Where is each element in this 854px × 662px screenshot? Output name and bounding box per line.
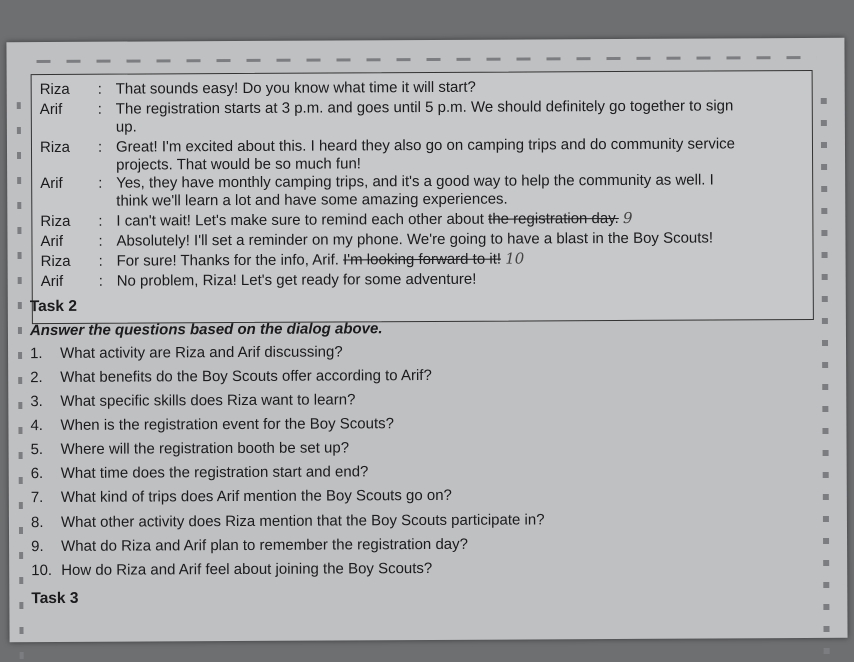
question-text: What other activity does Riza mention that the Boy Scouts participate in? <box>60 511 545 531</box>
question-number: 5. <box>30 441 44 459</box>
dialog-line <box>32 97 812 119</box>
dialog-line <box>32 135 812 157</box>
speaker: Riza <box>40 212 71 231</box>
question-number: 2. <box>30 369 43 387</box>
speaker: Arif <box>39 100 63 119</box>
dialog-line <box>32 77 812 99</box>
textbook-page <box>6 38 847 642</box>
dialog-text: No problem, Riza! Let's get ready for some adventure! <box>116 270 477 290</box>
dialog-text: That sounds easy! Do you know what time it will start? <box>115 78 476 98</box>
handwritten-number: 10 <box>505 249 525 268</box>
question-item <box>30 391 355 410</box>
colon: : <box>97 138 103 156</box>
task2-instruction: Answer the questions based on the dialog above. <box>29 320 383 340</box>
question-item <box>31 511 545 531</box>
colon: : <box>97 100 103 118</box>
speaker: Riza <box>39 138 71 157</box>
dialog-text: up. <box>115 118 137 136</box>
question-number: 9. <box>31 538 44 556</box>
colon: : <box>98 232 103 250</box>
handwritten-number: 9 <box>622 208 633 227</box>
dialog-text: Great! I'm excited about this. I heard they also go on camping trips and do community service <box>115 135 736 156</box>
speaker: Arif <box>40 232 64 251</box>
question-item <box>30 415 394 434</box>
question-number: 3. <box>30 393 43 411</box>
question-item <box>31 487 452 506</box>
question-text: What activity are Riza and Arif discussing? <box>60 343 343 362</box>
question-text: What time does the registration start and end? <box>60 463 369 482</box>
question-number: 10. <box>31 561 53 580</box>
question-text: What specific skills does Riza want to learn? <box>60 391 356 410</box>
colon: : <box>98 272 103 290</box>
dialog-box <box>31 70 814 324</box>
question-number: 7. <box>30 489 44 507</box>
question-text: What do Riza and Arif plan to remember the registration day? <box>61 535 468 555</box>
dialog-line <box>32 208 812 231</box>
dialog-text-plain: For sure! Thanks for the info, Arif. <box>116 251 344 270</box>
speaker: Arif <box>40 174 63 193</box>
binding-dashes-top <box>37 56 817 63</box>
question-text: Where will the registration booth be set up? <box>60 439 350 458</box>
task3-title: Task 3 <box>31 589 79 608</box>
dialog-text-struck: I'm looking forward to it! <box>343 250 502 269</box>
question-text: When is the registration event for the Boy Scouts? <box>60 415 394 434</box>
question-item <box>31 463 369 482</box>
dialog-text <box>116 210 632 230</box>
task2-title: Task 2 <box>29 297 77 316</box>
question-number: 8. <box>30 514 44 532</box>
dialog-text <box>117 250 525 269</box>
question-item <box>31 536 468 555</box>
question-number: 4. <box>30 417 44 435</box>
colon: : <box>98 252 103 270</box>
binding-dashes-left <box>17 102 24 662</box>
dialog-text: think we'll learn a lot and have some amazing experiences. <box>116 190 508 210</box>
colon: : <box>98 212 103 230</box>
question-item <box>31 439 350 458</box>
question-item <box>31 560 432 579</box>
question-item <box>30 367 432 386</box>
question-text: How do Riza and Arif feel about joining the Boy Scouts? <box>61 559 433 579</box>
dialog-text: Yes, they have monthly camping trips, and it's a good way to help the community as well. I <box>116 171 714 192</box>
colon: : <box>97 80 102 98</box>
question-text: What kind of trips does Arif mention the Boy Scouts go on? <box>60 486 452 506</box>
dialog-text: Absolutely! I'll set a reminder on my phone. We're going to have a blast in the Boy Scouts! <box>116 229 714 250</box>
dialog-line <box>32 229 812 251</box>
dialog-text-plain: I can't wait! Let's make sure to remind each other about <box>116 210 489 230</box>
question-text: What benefits do the Boy Scouts offer according to Arif? <box>60 366 432 386</box>
dialog-text: projects. That would be so much fun! <box>116 155 361 174</box>
speaker: Arif <box>40 272 64 291</box>
dialog-line <box>33 269 813 291</box>
dialog-line <box>33 249 813 271</box>
dialog-text-struck: the registration day. <box>488 209 619 228</box>
colon: : <box>98 174 103 192</box>
speaker: Riza <box>40 252 71 271</box>
dialog-text: The registration starts at 3 p.m. and goes until 5 p.m. We should definitely go together to sign <box>115 97 734 118</box>
speaker: Riza <box>39 80 70 99</box>
question-item <box>30 343 343 362</box>
question-number: 6. <box>30 465 44 483</box>
binding-dashes-right <box>821 98 830 658</box>
question-number: 1. <box>30 345 43 363</box>
